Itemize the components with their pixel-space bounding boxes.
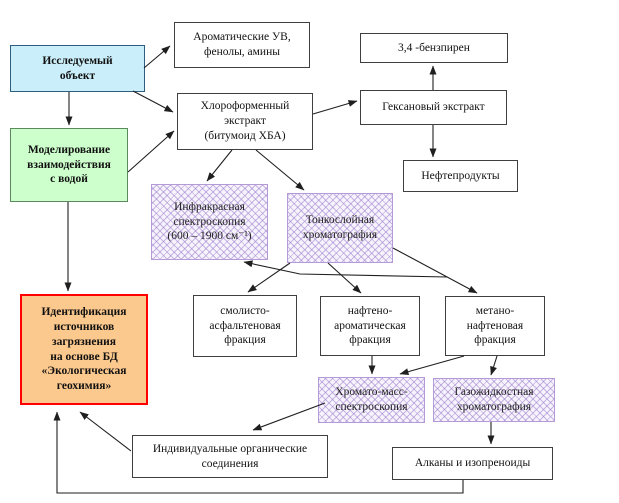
node-thin-layer-chromatography xyxy=(287,193,393,263)
node-water-interaction-modeling xyxy=(10,128,128,202)
node-individual-organic-compounds-label-0: Индивидуальные органические xyxy=(152,442,308,455)
node-gc-ms-spectroscopy-label-1: спектроскопия xyxy=(335,401,408,413)
node-hexane-extract xyxy=(360,90,507,125)
connector-thin-layer-chromatography-to-resin-asphaltene-fraction xyxy=(248,263,290,292)
connector-studied-object-to-chloroform-extract xyxy=(133,91,173,112)
connector-studied-object-to-aromatic-hydrocarbons xyxy=(144,46,170,68)
node-identification-pollution-sources-label-0: Идентификация xyxy=(41,306,127,319)
node-individual-organic-compounds-label-1: соединения xyxy=(201,457,259,470)
node-benzpyrene xyxy=(360,33,508,63)
node-gc-ms-spectroscopy xyxy=(318,377,425,423)
node-alkanes-isoprenoids-label-0: Алканы и изопреноиды xyxy=(414,457,531,470)
node-gc-ms-spectroscopy-label-0: Хромато-масс- xyxy=(335,386,408,399)
node-resin-asphaltene-fraction-label-2: фракция xyxy=(224,334,266,347)
connector-water-interaction-modeling-to-chloroform-extract xyxy=(128,131,174,172)
node-naphthene-aromatic-fraction-label-1: ароматическая xyxy=(334,319,406,332)
node-alkanes-isoprenoids xyxy=(392,447,553,480)
node-methane-naphthene-fraction-label-0: метано- xyxy=(475,304,515,317)
node-naphthene-aromatic-fraction xyxy=(320,296,420,356)
node-hexane-extract-label-0: Гексановый экстракт xyxy=(382,101,485,114)
connector-gc-ms-spectroscopy-to-individual-organic-compounds xyxy=(253,403,325,430)
node-identification-pollution-sources-label-5: геохимия» xyxy=(56,379,112,392)
node-identification-pollution-sources-label-3: на основе БД xyxy=(50,350,118,363)
node-thin-layer-chromatography-label-0: Тонкослойная xyxy=(305,214,375,227)
node-water-interaction-modeling-label-2: с водой xyxy=(50,173,88,186)
connector-methane-naphthene-fraction-to-ir-spectroscopy xyxy=(244,262,447,277)
node-oil-products xyxy=(403,160,518,192)
node-studied-object-label-1: объект xyxy=(59,69,96,82)
node-water-interaction-modeling-label-1: взаимодействия xyxy=(27,158,111,171)
node-chloroform-extract-label-1: экстракт xyxy=(224,115,266,128)
node-resin-asphaltene-fraction-label-0: смолисто- xyxy=(220,304,270,317)
node-chloroform-extract-label-2: (битумоид ХБА) xyxy=(204,129,286,142)
node-thin-layer-chromatography-label-1: хроматография xyxy=(302,229,378,241)
node-studied-object xyxy=(10,45,145,92)
connector-chloroform-extract-to-hexane-extract xyxy=(313,101,357,114)
node-identification-pollution-sources-label-4: «Экологическая xyxy=(41,365,127,378)
node-resin-asphaltene-fraction xyxy=(193,295,297,357)
node-naphthene-aromatic-fraction-label-0: нафтено- xyxy=(347,304,393,317)
node-chloroform-extract-label-0: Хлороформенный xyxy=(200,100,290,113)
node-water-interaction-modeling-label-0: Моделирование xyxy=(27,143,111,156)
node-identification-pollution-sources-label-1: источников xyxy=(53,321,115,334)
connector-thin-layer-chromatography-to-naphthene-aromatic-fraction xyxy=(328,263,361,293)
connector-chloroform-extract-to-ir-spectroscopy xyxy=(207,150,232,181)
node-identification-pollution-sources-label-2: загрязнения xyxy=(51,335,117,348)
node-identification-pollution-sources xyxy=(20,294,148,405)
node-ir-spectroscopy-label-1: спектроскопия xyxy=(173,215,246,228)
connector-methane-naphthene-fraction-to-gas-liquid-chromatography xyxy=(491,356,497,375)
connector-individual-organic-compounds-to-identification-pollution-sources xyxy=(80,412,131,451)
node-ir-spectroscopy xyxy=(151,184,268,260)
node-gas-liquid-chromatography-label-1: хроматография xyxy=(456,401,532,413)
node-aromatic-hydrocarbons-label-1: фенолы, амины xyxy=(204,46,280,58)
connector-thin-layer-chromatography-to-methane-naphthene-fraction xyxy=(393,248,477,293)
node-gas-liquid-chromatography-label-0: Газожидкостная xyxy=(454,386,534,399)
node-methane-naphthene-fraction-label-2: фракция xyxy=(474,334,516,347)
node-chloroform-extract xyxy=(177,93,313,150)
node-aromatic-hydrocarbons xyxy=(174,22,310,68)
node-methane-naphthene-fraction-label-1: нафтеновая xyxy=(466,319,524,332)
node-individual-organic-compounds xyxy=(132,435,328,478)
node-studied-object-label-0: Исследуемый xyxy=(42,54,113,67)
node-benzpyrene-label-0: 3,4 -бензпирен xyxy=(398,41,470,54)
node-gas-liquid-chromatography xyxy=(433,378,555,422)
node-oil-products-label-0: Нефтепродукты xyxy=(421,169,500,182)
connector-methane-naphthene-fraction-to-gc-ms-spectroscopy xyxy=(400,356,464,374)
node-aromatic-hydrocarbons-label-0: Ароматические УВ, xyxy=(193,31,291,44)
node-ir-spectroscopy-label-0: Инфракрасная xyxy=(174,200,245,213)
node-resin-asphaltene-fraction-label-1: асфальтеновая xyxy=(209,319,281,332)
node-naphthene-aromatic-fraction-label-2: фракция xyxy=(349,334,391,347)
node-ir-spectroscopy-label-2: (600 – 1900 см⁻¹) xyxy=(167,230,252,243)
node-methane-naphthene-fraction xyxy=(445,296,545,356)
